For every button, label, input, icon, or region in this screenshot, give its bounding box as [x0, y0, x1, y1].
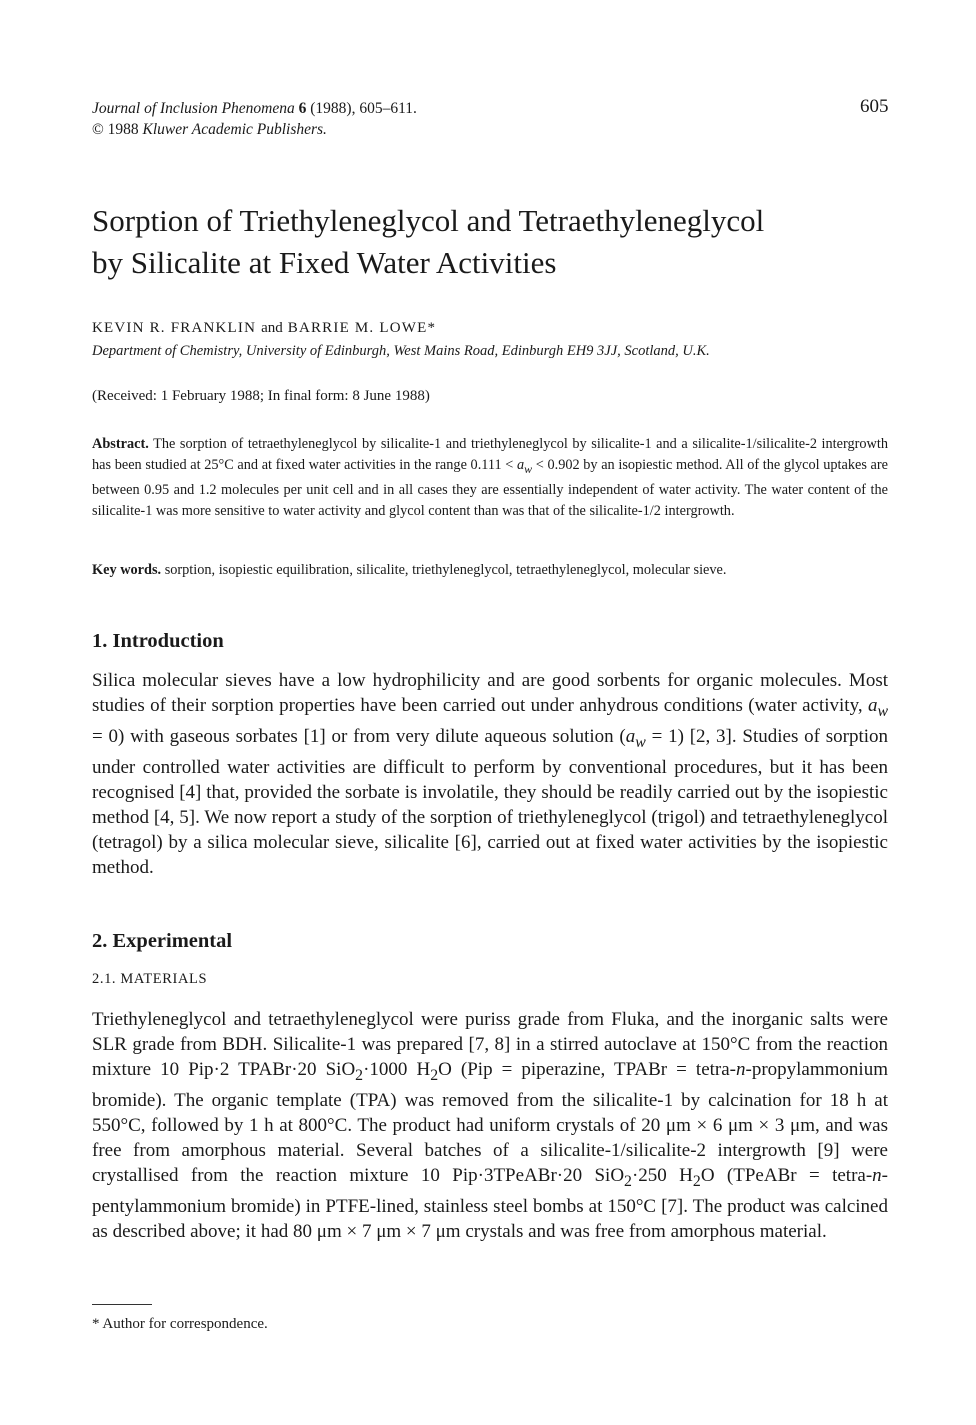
- author-2: BARRIE M. LOWE*: [287, 320, 437, 336]
- journal-year-pages: (1988), 605–611.: [310, 100, 417, 117]
- abstract: [92, 434, 888, 522]
- materials-text-6: O (TPeABr = tetra-: [700, 1164, 873, 1186]
- intro-paragraph: [92, 668, 888, 880]
- footnote: * Author for correspondence.: [92, 1316, 268, 1332]
- materials-text-2: ·1000 H: [363, 1059, 431, 1080]
- keywords: [92, 560, 726, 581]
- intro-text-2: = 0) with gaseous sorbates [1] or from very dilute aqueous solution (: [92, 725, 626, 747]
- intro-text-1: Silica molecular sieves have a low hydrophilicity and are good sorbents for organic molecules. Most studies of their sorption properties have been carried out under anhydrous conditions (water activity,: [92, 670, 888, 716]
- received-dates: (Received: 1 February 1988; In final form: 8 June 1988): [92, 388, 430, 404]
- abstract-text-1: The sorption of tetraethyleneglycol by silicalite-1 and triethyleneglycol by silicalite-1 and a silicalite-1/silicalite-2 intergrowth has been studied at 25°C and at fixed water activities in the range 0.111 <: [92, 436, 888, 473]
- publisher: Kluwer Academic Publishers.: [142, 121, 327, 138]
- copyright-symbol: ©: [92, 121, 104, 138]
- journal-citation: [92, 98, 417, 140]
- keywords-text: sorption, isopiestic equilibration, silicalite, triethyleneglycol, tetraethyleneglycol, molecular sieve.: [164, 562, 727, 578]
- journal-volume: 6: [298, 100, 307, 117]
- aw-symbol: a: [517, 457, 525, 473]
- experimental-heading: 2. Experimental: [92, 930, 233, 952]
- abstract-text-2: < 0.902 by an isopiestic method. All of the glycol uptakes are between 0.95 and 1.2 molecules per unit cell and in all cases they are essentially independent of water activity. The water content of the silicalite-1 was more sensitive to water activity and glycol content than was that of the silicalite-1/2 intergrowth.: [92, 457, 888, 519]
- materials-paragraph: [92, 1007, 888, 1244]
- copyright-year: 1988: [107, 121, 139, 138]
- aw-subscript: w: [524, 461, 533, 476]
- footnote-rule: [92, 1304, 152, 1305]
- aw-subscript: w: [877, 702, 889, 720]
- keywords-label: Key words.: [92, 562, 162, 578]
- italic-n: n: [872, 1164, 882, 1186]
- subscript-2: 2: [430, 1066, 439, 1084]
- abstract-label: Abstract.: [92, 436, 149, 452]
- title-line-1: Sorption of Triethyleneglycol and Tetraethyleneglycol: [92, 203, 765, 238]
- italic-n: n: [736, 1059, 746, 1080]
- materials-subheading: 2.1. MATERIALS: [92, 971, 208, 987]
- materials-text-1: Triethyleneglycol and tetraethyleneglycol were puriss grade from Fluka, and the inorganic salts were SLR grade from BDH. Silicalite-1 was prepared [7, 8] in a stirred autoclave at 150°C from the reaction mixture 10 Pip·2 TPABr·20 SiO: [92, 1009, 888, 1080]
- author-1: KEVIN R. FRANKLIN: [92, 320, 257, 336]
- intro-text-3: = 1) [2, 3]. Studies of sorption under controlled water activities are difficult to perform by conventional procedures, but it has been recognised [4] that, provided the sorbate is involatile, they should be readily carried out by the isopiestic method [4, 5]. We now report a study of the sorption of triethyleneglycol (trigol) and tetraethyleneglycol (tetragol) by a silica molecular sieve, silicalite [6], carried out at fixed water activities by the isopiestic method.: [92, 725, 888, 878]
- materials-text-5: ·250 H: [631, 1164, 693, 1186]
- author-and: and: [261, 320, 283, 336]
- title-line-2: by Silicalite at Fixed Water Activities: [92, 245, 557, 280]
- authors: [92, 320, 436, 337]
- affiliation: Department of Chemistry, University of Edinburgh, West Mains Road, Edinburgh EH9 3JJ, Scotland, U.K.: [92, 343, 710, 359]
- page-number: 605: [860, 96, 889, 117]
- subscript-2: 2: [624, 1172, 632, 1190]
- materials-text-3: O (Pip = piperazine, TPABr = tetra-: [438, 1059, 736, 1080]
- materials-text-4: -propylammonium bromide). The organic template (TPA) was removed from the silicalite-1 by calcination for 18 h at 550°C, followed by 1 h at 800°C. The product had uniform crystals of 20 μm × 6 μm × 3 μm, and was free from amorphous material. Several batches of a silicalite-1/silicalite-2 intergrowth [9] were crystallised from the reaction mixture 10 Pip·3TPeABr·20 SiO: [92, 1059, 888, 1186]
- aw-symbol: a: [867, 695, 878, 716]
- intro-heading: 1. Introduction: [92, 630, 224, 652]
- aw-subscript: w: [635, 733, 646, 751]
- subscript-2: 2: [692, 1172, 701, 1190]
- subscript-2: 2: [355, 1066, 364, 1084]
- materials-text-7: -pentylammonium bromide) in PTFE-lined, stainless steel bombs at 150°C [7]. The product was calcined as described above; it had 80 μm × 7 μm × 7 μm crystals and was free from amorphous material.: [92, 1164, 888, 1242]
- journal-name: Journal of Inclusion Phenomena: [92, 100, 295, 117]
- aw-symbol: a: [625, 725, 636, 747]
- article-title: [92, 200, 892, 284]
